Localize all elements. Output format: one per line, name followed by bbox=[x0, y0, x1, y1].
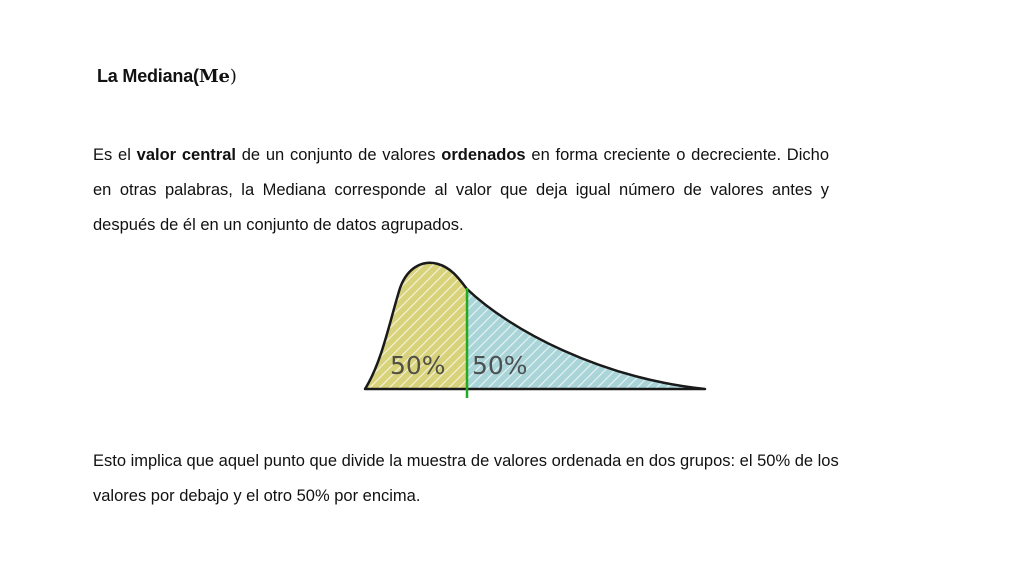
slide-title bbox=[97, 66, 237, 87]
definition-paragraph bbox=[93, 138, 829, 243]
para1-part-3: ordenados bbox=[441, 146, 526, 164]
median-skewed-distribution-figure bbox=[360, 258, 710, 400]
right-percent-label: 50% bbox=[472, 351, 528, 380]
title-symbol: Me bbox=[198, 66, 230, 87]
left-percent-label: 50% bbox=[390, 351, 446, 380]
title-text: La Mediana( bbox=[97, 66, 199, 86]
implication-paragraph: Esto implica que aquel punto que divide la muestra de valores ordenada en dos grupos: el 50% de los valores por debajo y el otro 50% por encima. bbox=[93, 452, 839, 505]
para1-part-1: valor central bbox=[136, 146, 236, 164]
para1-part-0: Es el bbox=[93, 146, 137, 164]
title-close-paren: ) bbox=[229, 66, 237, 87]
para1-part-4: en forma creciente o decreciente. Dicho en otras palabras, la Mediana corresponde al valor que deja igual número de valores antes y después de él en un conjunto de datos agrupados. bbox=[93, 146, 829, 234]
para1-part-2: de un conjunto de valores bbox=[235, 146, 442, 164]
